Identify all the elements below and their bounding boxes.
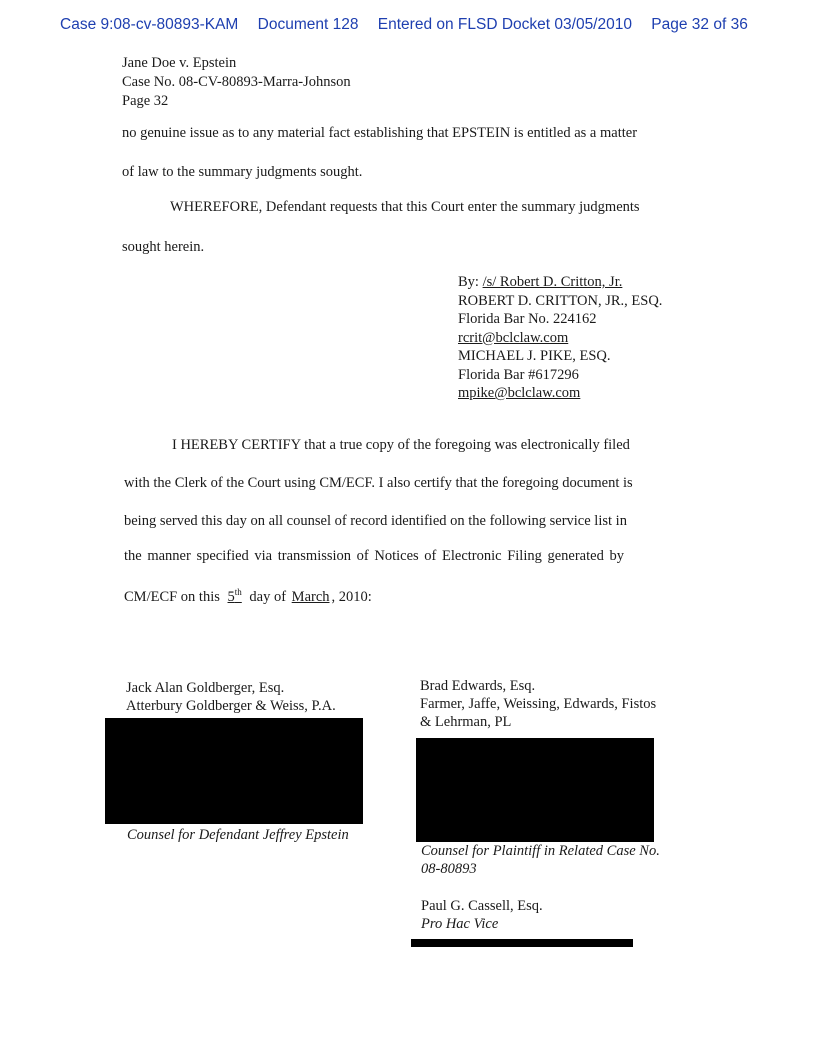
- stamp-document-number: Document 128: [257, 16, 359, 33]
- redaction-bar: [411, 939, 633, 947]
- ecf-header-stamp: [60, 16, 748, 34]
- attorney-name: ROBERT D. CRITTON, JR., ESQ.: [458, 292, 663, 309]
- caption-case-number: Case No. 08-CV-80893-Marra-Johnson: [122, 74, 351, 90]
- body-line: of law to the summary judgments sought.: [122, 164, 363, 180]
- certificate-line: I HEREBY CERTIFY that a true copy of the foregoing was electronically filed: [172, 437, 630, 453]
- stamp-entered: Entered on FLSD Docket 03/05/2010: [377, 16, 632, 33]
- attorney-bar-number: Florida Bar #617296: [458, 366, 579, 383]
- certificate-line: the manner specified via transmission of Notices of Electronic Filing generated by: [124, 548, 624, 564]
- redaction-box: [105, 718, 363, 824]
- certificate-month: March: [291, 588, 330, 605]
- attorney-name: MICHAEL J. PIKE, ESQ.: [458, 348, 611, 364]
- service-counsel-role: [421, 842, 660, 878]
- service-counsel-role: Counsel for Defendant Jeffrey Epstein: [127, 827, 349, 843]
- service-counsel-name: Paul G. Cassell, Esq.: [421, 898, 543, 914]
- body-line: WHEREFORE, Defendant requests that this Court enter the summary judgments: [170, 199, 640, 215]
- signature-block: [458, 273, 691, 403]
- service-entry-left: [126, 679, 336, 715]
- signature-name: /s/ Robert D. Critton, Jr.: [482, 274, 623, 290]
- attorney-bar-number: Florida Bar No. 224162: [458, 311, 597, 327]
- service-role-line: Counsel for Plaintiff in Related Case No.: [421, 843, 660, 859]
- signature-by-prefix: By:: [458, 274, 479, 290]
- service-counsel-name: Brad Edwards, Esq.: [420, 678, 536, 694]
- service-counsel-role: Pro Hac Vice: [421, 916, 499, 932]
- caption-page: Page 32: [122, 93, 169, 109]
- certificate-day: [224, 587, 246, 606]
- body-line: no genuine issue as to any material fact establishing that EPSTEIN is entitled as a matter: [122, 125, 638, 141]
- attorney-email-link[interactable]: rcrit@bclclaw.com: [458, 329, 569, 346]
- case-caption: [122, 54, 351, 111]
- certificate-date-prefix: CM/ECF on this: [124, 588, 220, 605]
- service-role-line: 08-80893: [421, 861, 477, 877]
- caption-parties: Jane Doe v. Epstein: [122, 55, 237, 71]
- service-entry-right-2: [421, 897, 543, 933]
- day-suffix: th: [234, 587, 242, 597]
- certificate-line: being served this day on all counsel of record identified on the following service list in: [124, 513, 627, 529]
- service-counsel-name: Jack Alan Goldberger, Esq.: [126, 680, 285, 696]
- stamp-page: Page 32 of 36: [651, 16, 748, 33]
- certificate-year: , 2010:: [331, 588, 372, 605]
- certificate-day-of: day of: [249, 588, 287, 605]
- service-counsel-firm: Farmer, Jaffe, Weissing, Edwards, Fistos: [420, 696, 657, 712]
- service-counsel-firm: & Lehrman, PL: [420, 714, 512, 730]
- body-line: sought herein.: [122, 239, 205, 255]
- certificate-date-line: [124, 587, 372, 606]
- redaction-box: [416, 738, 654, 842]
- stamp-case-number: Case 9:08-cv-80893-KAM: [60, 16, 239, 33]
- service-counsel-firm: Atterbury Goldberger & Weiss, P.A.: [126, 698, 336, 714]
- service-entry-right: [420, 677, 656, 731]
- day-number: 5: [227, 588, 235, 605]
- attorney-email-link[interactable]: mpike@bclclaw.com: [458, 385, 581, 401]
- certificate-line: with the Clerk of the Court using CM/ECF. I also certify that the foregoing document is: [124, 475, 633, 491]
- signature-by-line: [458, 273, 691, 292]
